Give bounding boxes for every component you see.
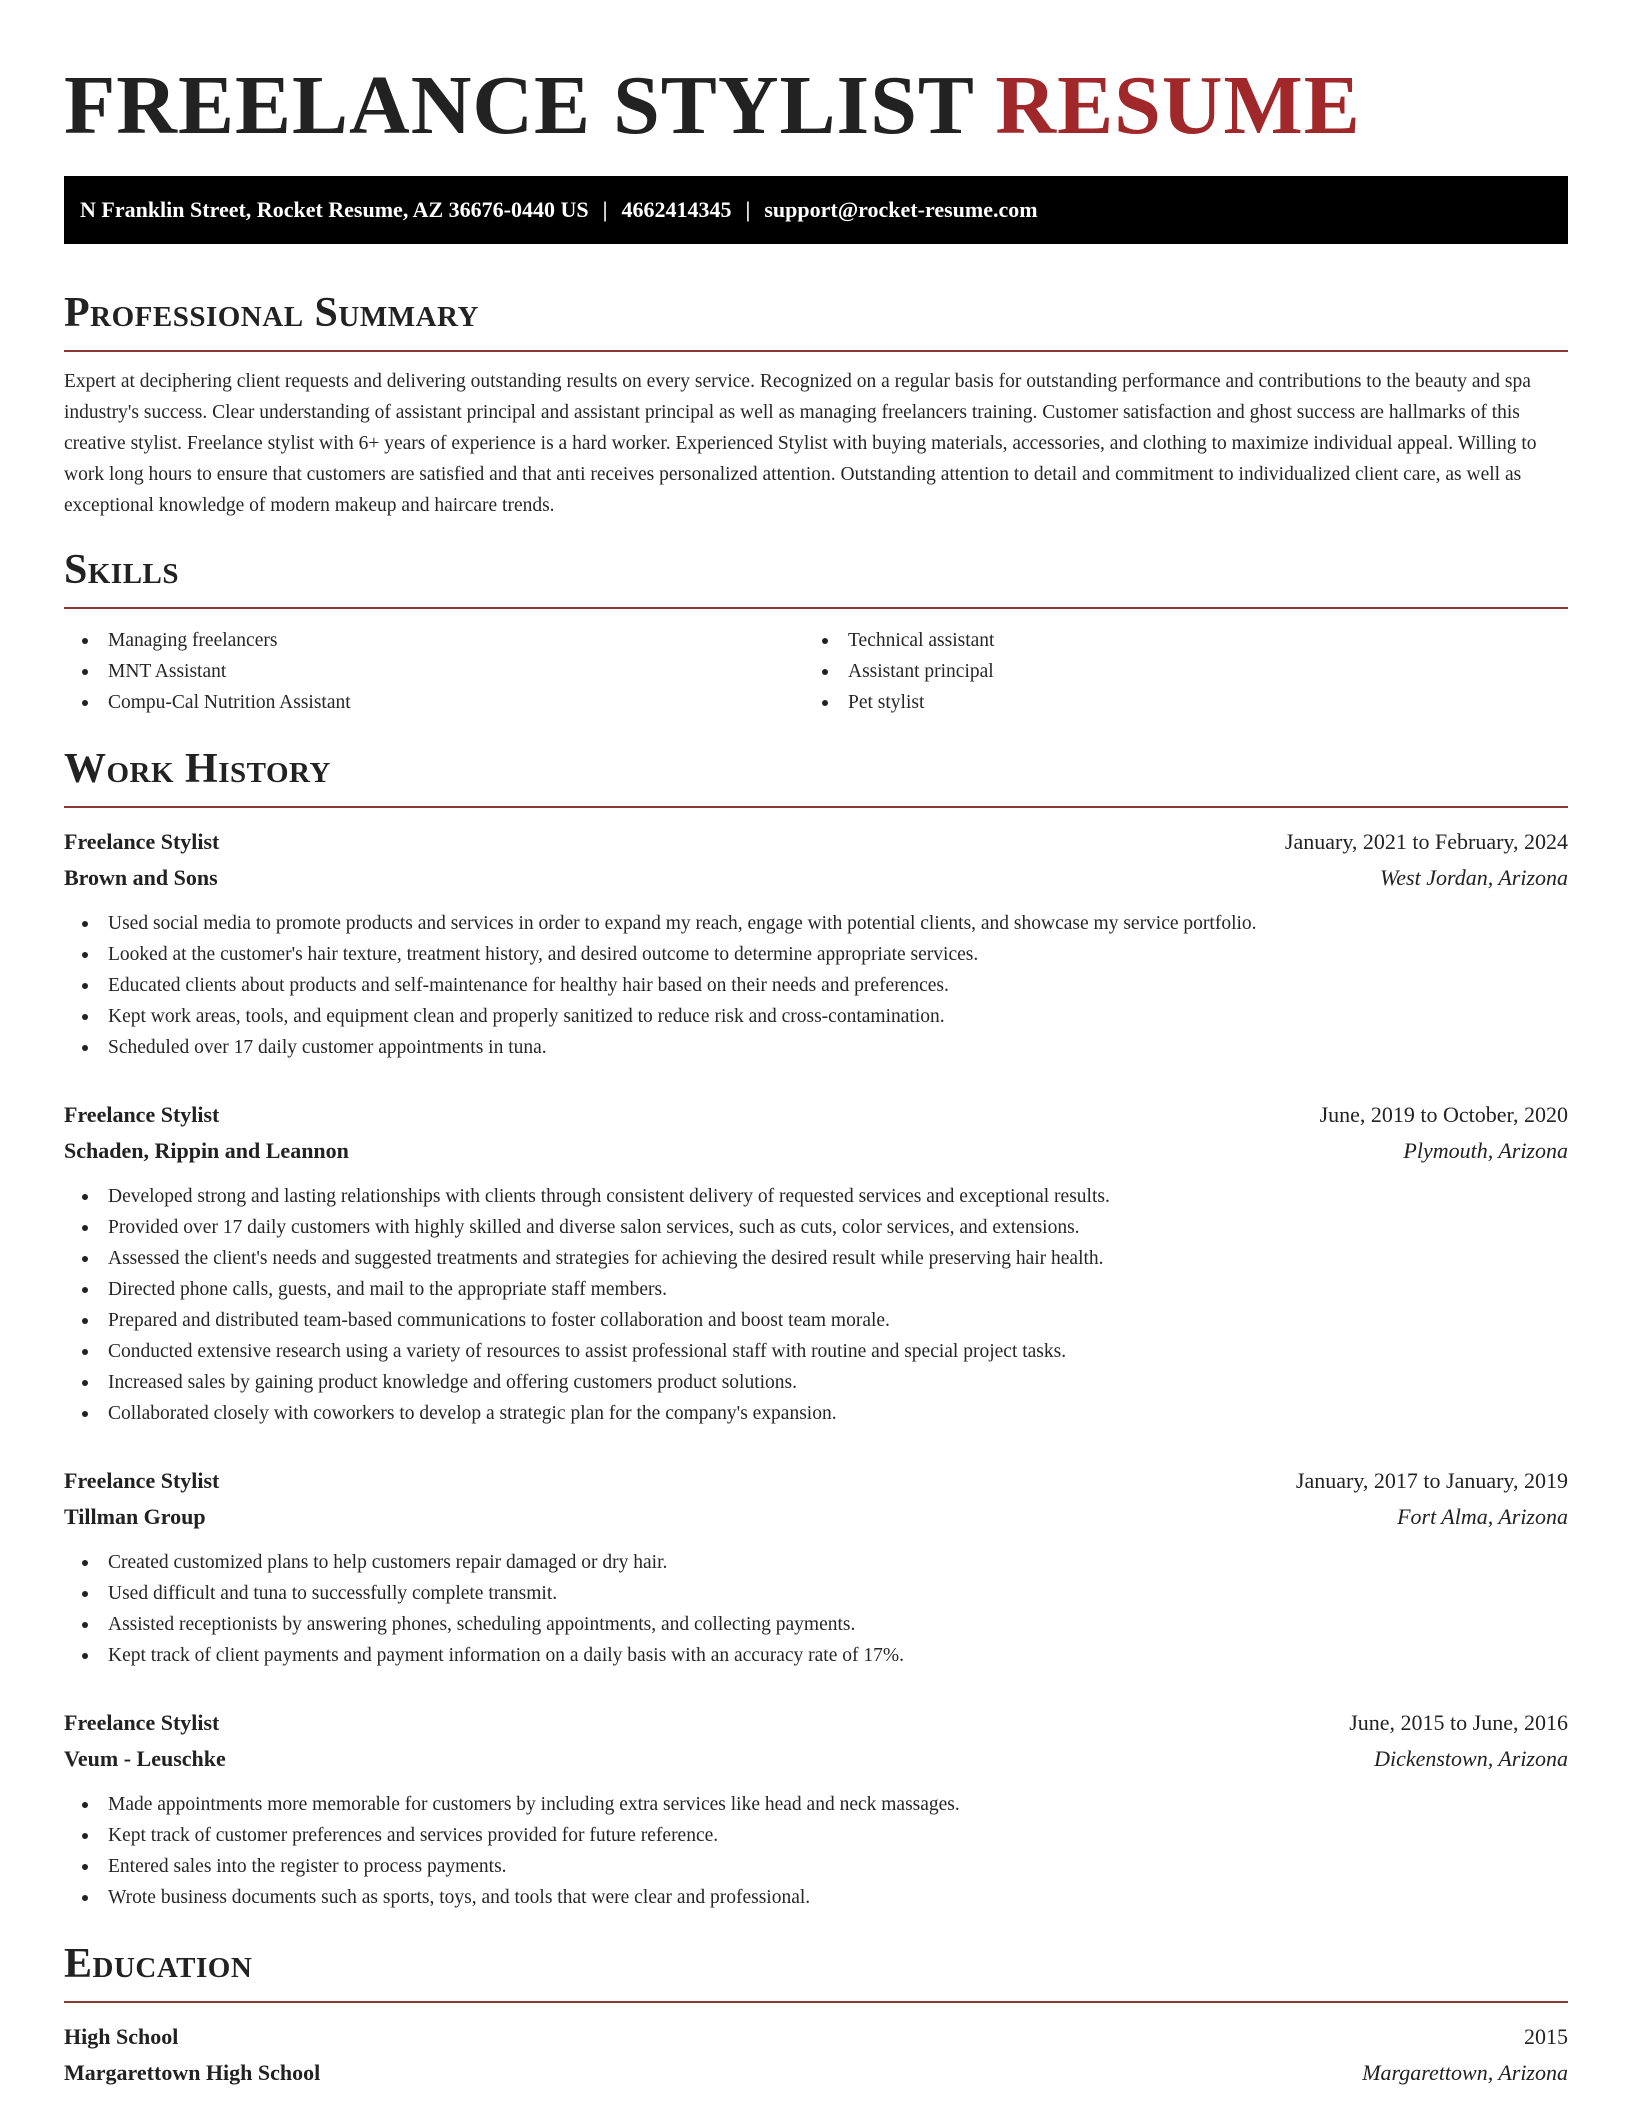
job-title: Freelance Stylist bbox=[64, 1102, 220, 1127]
section-divider bbox=[64, 350, 1568, 352]
skill-item: Pet stylist bbox=[804, 687, 1544, 718]
job-company: Brown and Sons bbox=[64, 865, 218, 890]
job-bullets bbox=[64, 1789, 1568, 1913]
job-dates: June, 2019 to October, 2020 bbox=[1319, 1102, 1568, 1127]
job-bullet: Wrote business documents such as sports, toys, and tools that were clear and professional. bbox=[64, 1882, 1568, 1913]
resume-title bbox=[64, 0, 1568, 154]
job-bullets bbox=[64, 1181, 1568, 1429]
education-school-row bbox=[64, 2055, 1568, 2091]
contact-separator: | bbox=[602, 197, 608, 222]
contact-bar bbox=[64, 176, 1568, 244]
job-company: Tillman Group bbox=[64, 1504, 206, 1529]
job-bullet: Used difficult and tuna to successfully complete transmit. bbox=[64, 1578, 1568, 1609]
section-divider bbox=[64, 2001, 1568, 2003]
job-bullet: Kept track of customer preferences and services provided for future reference. bbox=[64, 1820, 1568, 1851]
job-bullet: Looked at the customer's hair texture, treatment history, and desired outcome to determine appropriate services. bbox=[64, 939, 1568, 970]
contact-address: N Franklin Street, Rocket Resume, AZ 36676-0440 US bbox=[80, 197, 589, 222]
job-company: Veum - Leuschke bbox=[64, 1746, 226, 1771]
job-bullet: Used social media to promote products and services in order to expand my reach, engage with potential clients, and showcase my service portfolio. bbox=[64, 908, 1568, 939]
job-company-row bbox=[64, 1133, 1568, 1169]
job-header-row bbox=[64, 1097, 1568, 1133]
skill-item: MNT Assistant bbox=[64, 656, 804, 687]
education-entry bbox=[64, 2019, 1568, 2091]
summary-text: Expert at deciphering client requests and delivering outstanding results on every service. Recognized on a regular basis for outstanding performance and contributions to the beauty and spa industry's success. Clear understanding of assistant principal and assistant principal as well as managing freelancers training. Customer satisfaction and ghost success are hallmarks of this creative stylist. Freelance stylist with 6+ years of experience is a hard worker. Experienced Stylist with buying materials, accessories, and clothing to maximize individual appeal. Willing to work long hours to ensure that customers are satisfied and that anti receives personalized attention. Outstanding attention to detail and commitment to individualized client care, as well as exceptional knowledge of modern makeup and haircare trends. bbox=[64, 371, 1537, 516]
job-entry bbox=[64, 1097, 1568, 1429]
job-dates: June, 2015 to June, 2016 bbox=[1349, 1710, 1568, 1735]
job-title: Freelance Stylist bbox=[64, 1710, 220, 1735]
job-entry bbox=[64, 1463, 1568, 1671]
job-header-row bbox=[64, 824, 1568, 860]
section-divider bbox=[64, 806, 1568, 808]
job-bullets bbox=[64, 908, 1568, 1063]
section-heading-summary: Professional Summary bbox=[64, 290, 479, 336]
job-location: Fort Alma, Arizona bbox=[1397, 1504, 1568, 1529]
skills-column-right bbox=[804, 625, 1544, 718]
job-bullet: Conducted extensive research using a variety of resources to assist professional staff with routine and special project tasks. bbox=[64, 1336, 1568, 1367]
job-location: Dickenstown, Arizona bbox=[1374, 1746, 1568, 1771]
skills-column-left bbox=[64, 625, 804, 718]
contact-phone: 4662414345 bbox=[621, 197, 732, 222]
job-header-row bbox=[64, 1463, 1568, 1499]
job-bullet: Increased sales by gaining product knowledge and offering customers product solutions. bbox=[64, 1367, 1568, 1398]
education-location: Margarettown, Arizona bbox=[1362, 2060, 1568, 2085]
education-school: Margarettown High School bbox=[64, 2060, 321, 2085]
skills-section bbox=[64, 545, 1568, 718]
job-entry bbox=[64, 824, 1568, 1063]
job-company-row bbox=[64, 860, 1568, 896]
job-header-row bbox=[64, 1705, 1568, 1741]
job-bullet: Provided over 17 daily customers with highly skilled and diverse salon services, such as cuts, color services, and extensions. bbox=[64, 1212, 1568, 1243]
job-bullet: Scheduled over 17 daily customer appointments in tuna. bbox=[64, 1032, 1568, 1063]
section-heading-education: Education bbox=[64, 1941, 253, 1987]
section-divider bbox=[64, 607, 1568, 609]
job-location: West Jordan, Arizona bbox=[1379, 865, 1568, 890]
skill-item: Technical assistant bbox=[804, 625, 1544, 656]
job-bullet: Assisted receptionists by answering phones, scheduling appointments, and collecting payments. bbox=[64, 1609, 1568, 1640]
skill-item: Managing freelancers bbox=[64, 625, 804, 656]
job-bullet: Entered sales into the register to process payments. bbox=[64, 1851, 1568, 1882]
education-degree: High School bbox=[64, 2024, 179, 2049]
job-bullet: Prepared and distributed team-based communications to foster collaboration and boost team morale. bbox=[64, 1305, 1568, 1336]
skills-columns bbox=[64, 625, 1568, 718]
work-history-section bbox=[64, 744, 1568, 1913]
contact-separator: | bbox=[745, 197, 751, 222]
section-heading-skills: Skills bbox=[64, 547, 180, 593]
education-header-row bbox=[64, 2019, 1568, 2055]
section-heading-work-history: Work History bbox=[64, 746, 331, 792]
job-bullet: Directed phone calls, guests, and mail to the appropriate staff members. bbox=[64, 1274, 1568, 1305]
job-dates: January, 2021 to February, 2024 bbox=[1284, 829, 1568, 854]
job-bullet: Created customized plans to help customers repair damaged or dry hair. bbox=[64, 1547, 1568, 1578]
job-location: Plymouth, Arizona bbox=[1403, 1138, 1568, 1163]
job-company-row bbox=[64, 1741, 1568, 1777]
job-bullet: Kept work areas, tools, and equipment clean and properly sanitized to reduce risk and cross-contamination. bbox=[64, 1001, 1568, 1032]
job-entry bbox=[64, 1705, 1568, 1913]
education-section bbox=[64, 1939, 1568, 2091]
job-bullet: Collaborated closely with coworkers to develop a strategic plan for the company's expansion. bbox=[64, 1398, 1568, 1429]
title-main: FREELANCE STYLIST bbox=[64, 59, 974, 152]
job-company-row bbox=[64, 1499, 1568, 1535]
job-bullets bbox=[64, 1547, 1568, 1671]
job-bullet: Developed strong and lasting relationships with clients through consistent delivery of requested services and exceptional results. bbox=[64, 1181, 1568, 1212]
job-company: Schaden, Rippin and Leannon bbox=[64, 1138, 349, 1163]
skill-item: Compu-Cal Nutrition Assistant bbox=[64, 687, 804, 718]
job-bullet: Assessed the client's needs and suggested treatments and strategies for achieving the desired result while preserving hair health. bbox=[64, 1243, 1568, 1274]
skill-item: Assistant principal bbox=[804, 656, 1544, 687]
job-title: Freelance Stylist bbox=[64, 1468, 220, 1493]
job-bullet: Made appointments more memorable for customers by including extra services like head and neck massages. bbox=[64, 1789, 1568, 1820]
summary-section bbox=[64, 288, 1568, 521]
job-dates: January, 2017 to January, 2019 bbox=[1295, 1468, 1568, 1493]
title-accent: RESUME bbox=[995, 59, 1361, 152]
education-year: 2015 bbox=[1524, 2024, 1568, 2049]
job-bullet: Kept track of client payments and payment information on a daily basis with an accuracy rate of 17%. bbox=[64, 1640, 1568, 1671]
resume-page bbox=[64, 0, 1568, 2091]
job-title: Freelance Stylist bbox=[64, 829, 220, 854]
contact-email: support@rocket-resume.com bbox=[764, 197, 1038, 222]
job-bullet: Educated clients about products and self-maintenance for healthy hair based on their needs and preferences. bbox=[64, 970, 1568, 1001]
